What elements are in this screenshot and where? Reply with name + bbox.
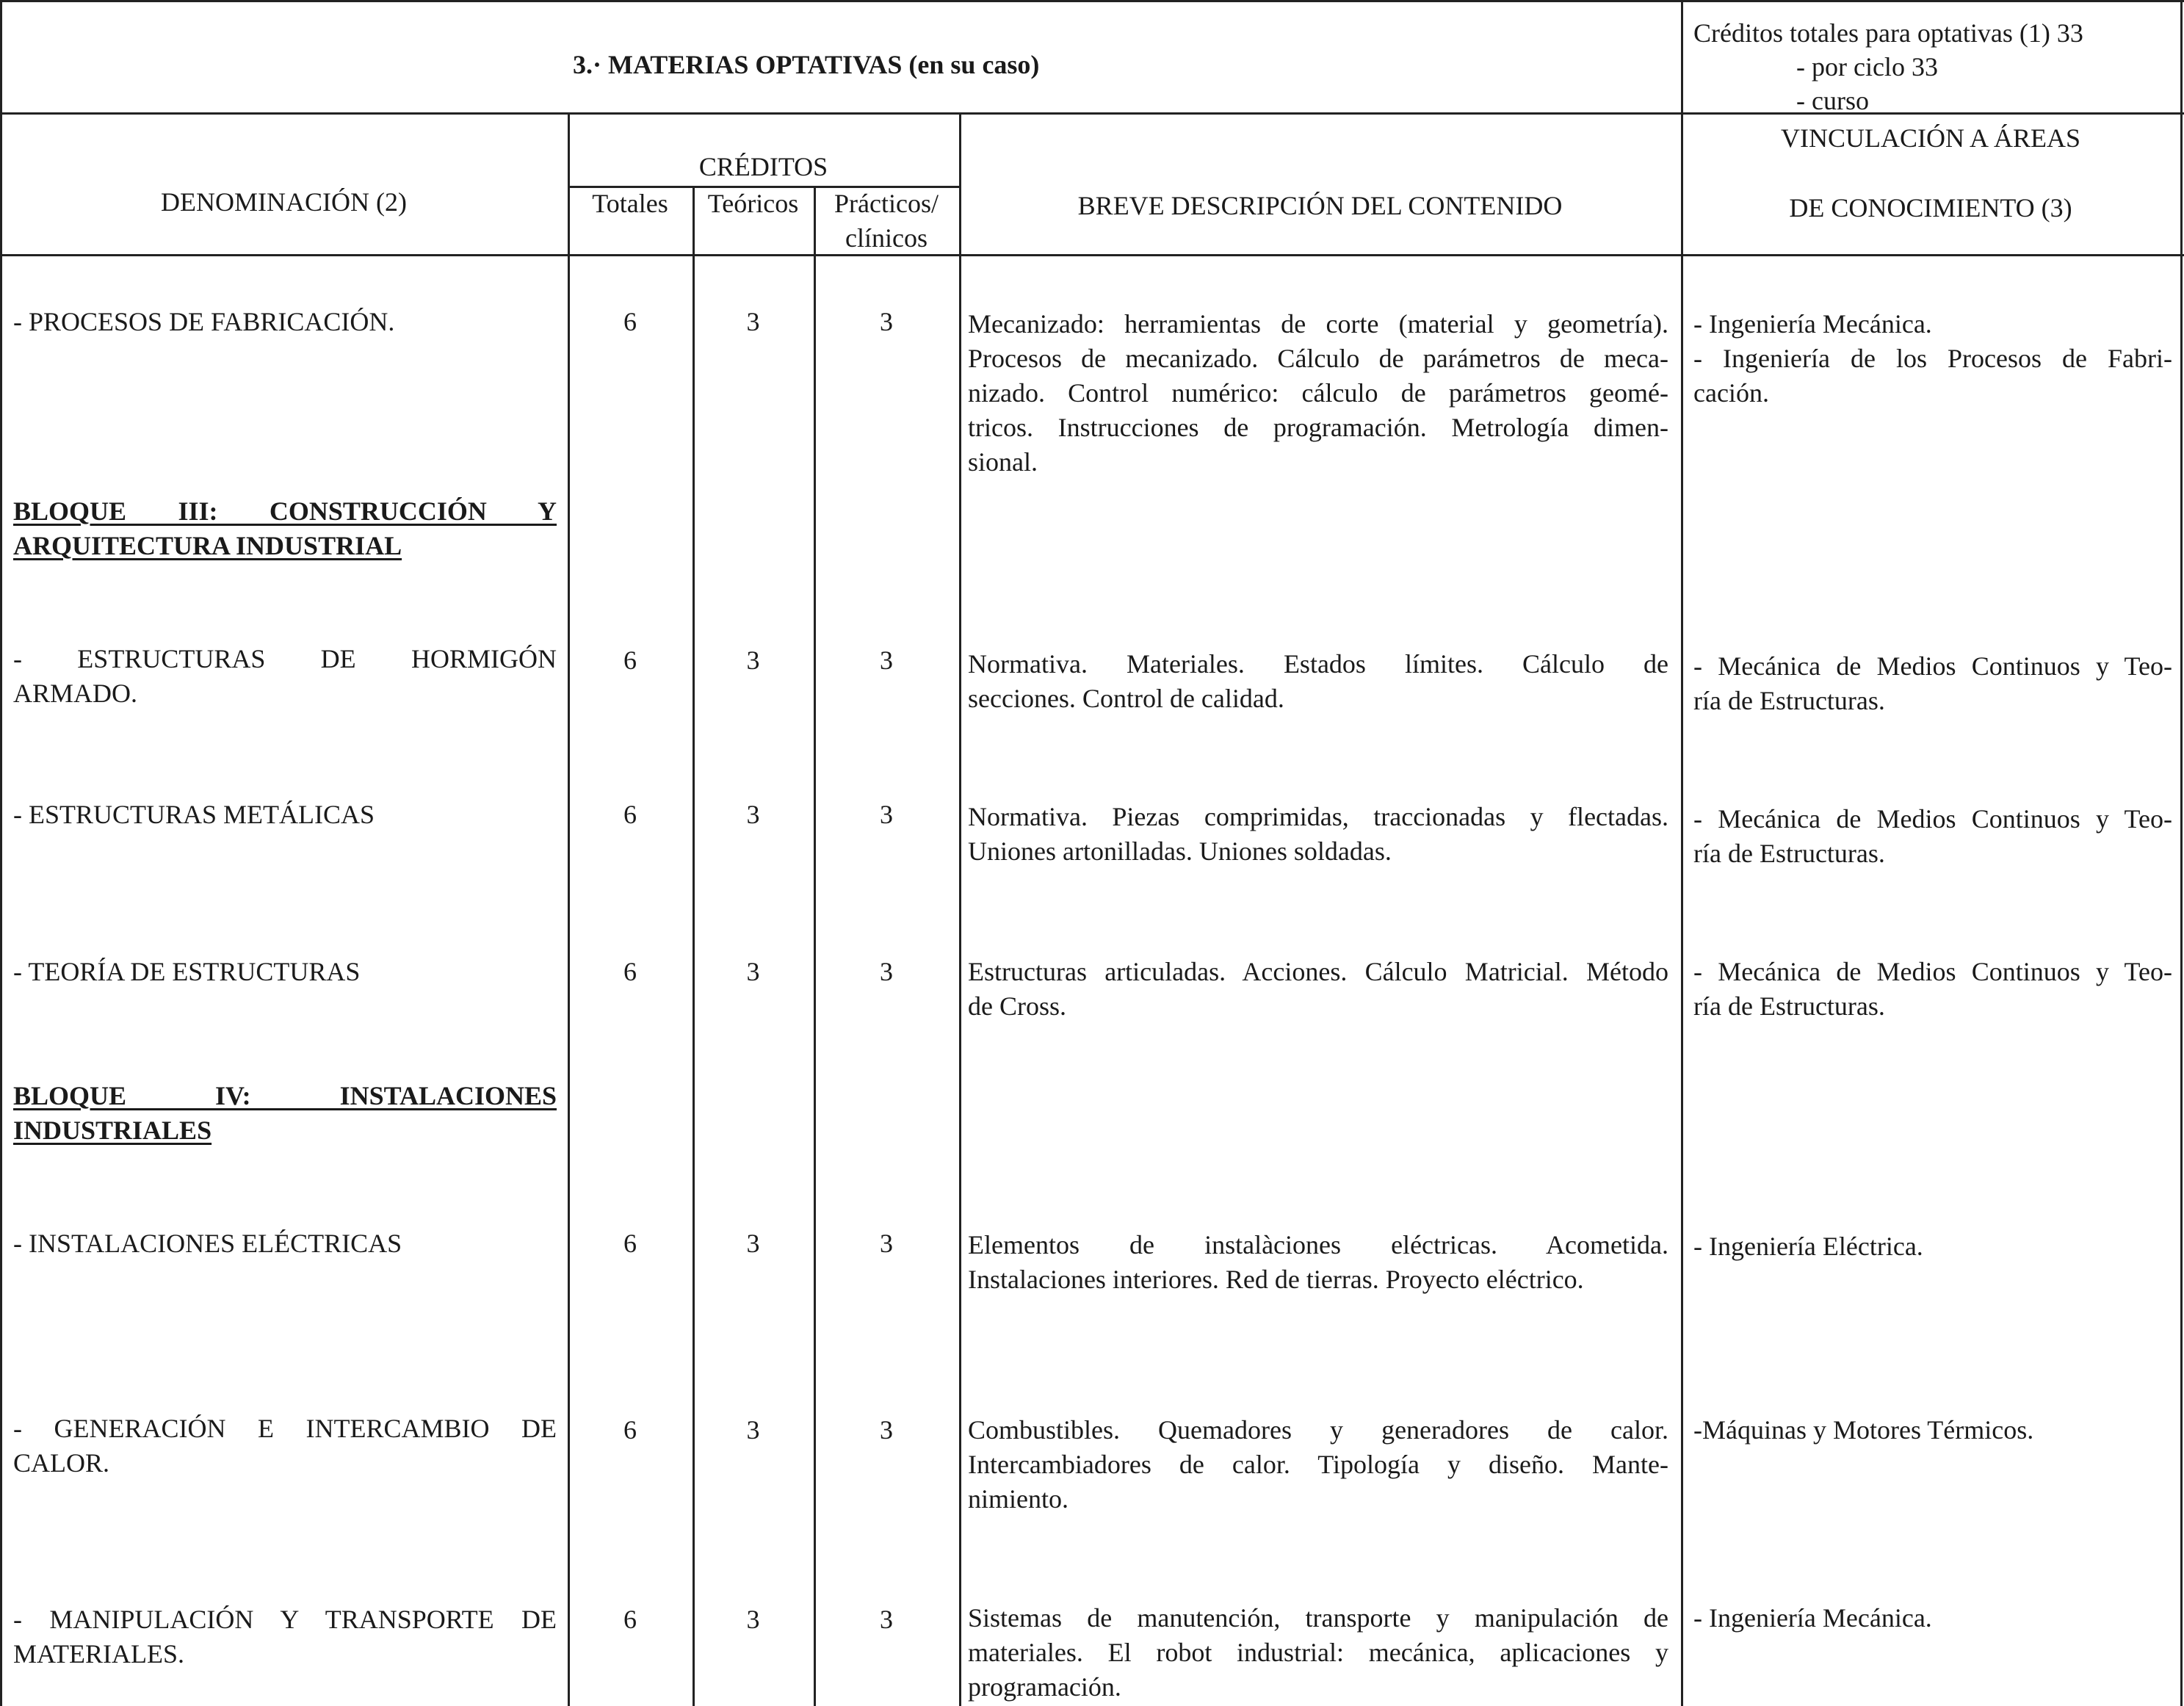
header-vinculacion-1: VINCULACIÓN A ÁREAS bbox=[1780, 123, 2081, 153]
header-creditos: CRÉDITOS bbox=[698, 152, 828, 181]
row-practicos: 3 bbox=[880, 307, 893, 336]
row-description: Combustibles. Quemadores y generadores de calor. Intercambiadores de calor. Tipología y diseño. Mante- nimiento. bbox=[968, 1415, 1668, 1514]
row-name: - MANIPULACIÓN Y TRANSPORTE DE MATERIALES. bbox=[13, 1605, 557, 1669]
row-totales: 6 bbox=[623, 957, 637, 986]
rule-col-teoricos bbox=[814, 186, 816, 1706]
row-practicos: 3 bbox=[880, 1415, 893, 1445]
row-description: Normativa. Materiales. Estados límites. Cálculo de secciones. Control de calidad. bbox=[968, 649, 1668, 713]
row-practicos: 3 bbox=[880, 646, 893, 675]
section-title: 3.· MATERIAS OPTATIVAS (en su caso) bbox=[573, 50, 1040, 79]
credits-total: Créditos totales para optativas (1) 33 bbox=[1693, 18, 2083, 48]
row-area: - Ingeniería Mecánica. - Ingeniería de los Procesos de Fabri- cación. bbox=[1693, 309, 2172, 408]
rule-right bbox=[2180, 0, 2183, 1706]
row-name: - ESTRUCTURAS METÁLICAS bbox=[13, 800, 375, 829]
block-heading: BLOQUE IV: INSTALACIONES INDUSTRIALES bbox=[13, 1081, 557, 1145]
row-teoricos: 3 bbox=[746, 646, 760, 675]
row-area: - Ingeniería Mecánica. bbox=[1693, 1603, 1932, 1633]
row-description: Normativa. Piezas comprimidas, traccionadas y flectadas. Uniones artonilladas. Uniones soldadas. bbox=[968, 802, 1668, 866]
row-description: Elementos de instalàciones eléctricas. Acometida. Instalaciones interiores. Red de tierras. Proyecto eléctrico. bbox=[968, 1230, 1668, 1294]
rule-columns-bottom bbox=[0, 254, 2184, 256]
credits-course: - curso bbox=[1796, 86, 1869, 115]
block-heading: BLOQUE III: CONSTRUCCIÓN Y ARQUITECTURA INDUSTRIAL bbox=[13, 496, 557, 560]
row-name: - PROCESOS DE FABRICACIÓN. bbox=[13, 307, 395, 336]
row-teoricos: 3 bbox=[746, 1415, 760, 1445]
rule-left bbox=[0, 0, 2, 1706]
row-totales: 6 bbox=[623, 646, 637, 675]
row-practicos: 3 bbox=[880, 1605, 893, 1634]
header-denominacion: DENOMINACIÓN (2) bbox=[161, 187, 407, 217]
row-totales: 6 bbox=[623, 1415, 637, 1445]
credits-cycle: - por ciclo 33 bbox=[1796, 52, 1938, 82]
row-area: - Mecánica de Medios Continuos y Teo- ría de Estructuras. bbox=[1693, 651, 2172, 715]
row-practicos: 3 bbox=[880, 800, 893, 829]
row-description: Estructuras articuladas. Acciones. Cálculo Matricial. Método de Cross. bbox=[968, 957, 1668, 1021]
rule-col-totales bbox=[693, 186, 695, 1706]
row-practicos: 3 bbox=[880, 957, 893, 986]
row-practicos: 3 bbox=[880, 1229, 893, 1258]
row-description: Sistemas de manutención, transporte y manipulación de materiales. El robot industrial: mecánica, aplicaciones y programación. bbox=[968, 1603, 1668, 1702]
rule-col-practicos bbox=[959, 112, 961, 1706]
row-name: - GENERACIÓN E INTERCAMBIO DE CALOR. bbox=[13, 1414, 557, 1478]
row-area: -Máquinas y Motores Térmicos. bbox=[1693, 1415, 2034, 1445]
row-teoricos: 3 bbox=[746, 307, 760, 336]
row-teoricos: 3 bbox=[746, 1229, 760, 1258]
row-name: - TEORÍA DE ESTRUCTURAS bbox=[13, 957, 361, 986]
row-area: - Ingeniería Eléctrica. bbox=[1693, 1232, 1923, 1261]
header-descripcion: BREVE DESCRIPCIÓN DEL CONTENIDO bbox=[1077, 191, 1563, 220]
rule-col-name bbox=[568, 112, 570, 1706]
row-totales: 6 bbox=[623, 307, 637, 336]
row-name: - INSTALACIONES ELÉCTRICAS bbox=[13, 1229, 402, 1258]
row-area: - Mecánica de Medios Continuos y Teo- ría de Estructuras. bbox=[1693, 804, 2172, 868]
row-name: - ESTRUCTURAS DE HORMIGÓN ARMADO. bbox=[13, 644, 557, 708]
header-practicos: Prácticos/ clínicos bbox=[834, 189, 939, 253]
row-teoricos: 3 bbox=[746, 1605, 760, 1634]
header-vinculacion-2: DE CONOCIMIENTO (3) bbox=[1789, 193, 2072, 223]
rule-col-desc bbox=[1681, 0, 1683, 1706]
row-teoricos: 3 bbox=[746, 800, 760, 829]
row-area: - Mecánica de Medios Continuos y Teo- ría de Estructuras. bbox=[1693, 957, 2172, 1021]
rule-top bbox=[0, 0, 2184, 2]
row-totales: 6 bbox=[623, 1229, 637, 1258]
header-totales: Totales bbox=[592, 189, 668, 218]
row-description: Mecanizado: herramientas de corte (material y geometría). Procesos de mecanizado. Cálculo de parámetros de meca- nizado. Control numérico: cálculo de parámetros geomé- tricos. Instrucciones de programación. Metrología dimen- sional. bbox=[968, 309, 1668, 477]
header-teoricos: Teóricos bbox=[707, 189, 799, 218]
row-teoricos: 3 bbox=[746, 957, 760, 986]
row-totales: 6 bbox=[623, 1605, 637, 1634]
row-totales: 6 bbox=[623, 800, 637, 829]
